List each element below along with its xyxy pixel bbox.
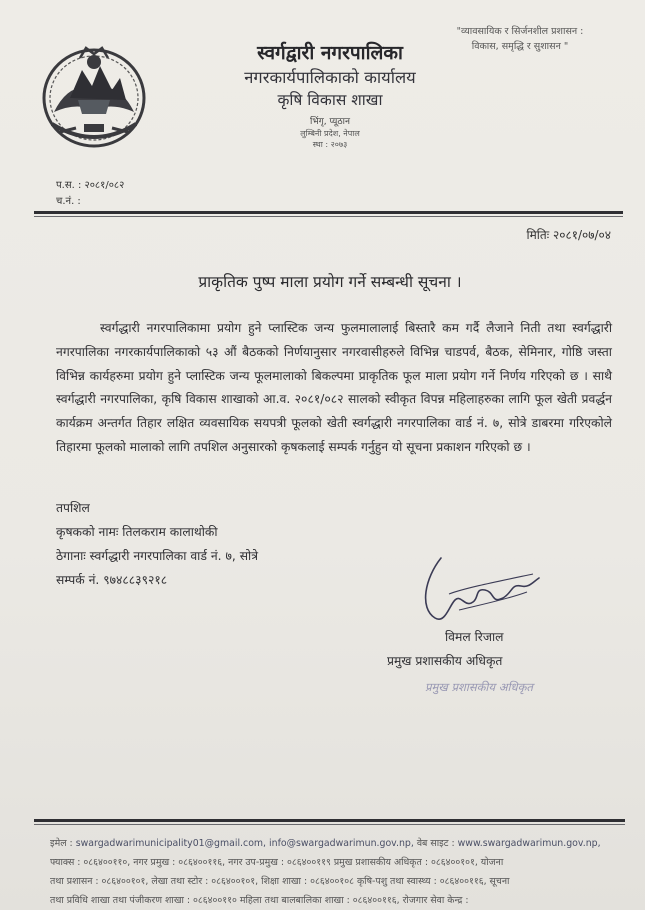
- official-stamp: प्रमुख प्रशासकीय अधिकृत: [425, 680, 533, 694]
- email-link-1[interactable]: swargadwarimunicipality01@gmail.com,: [75, 838, 267, 849]
- footer-divider: [34, 819, 625, 822]
- signatory-post: प्रमुख प्रशासकीय अधिकृत: [387, 654, 503, 668]
- signature-block: [385, 548, 585, 698]
- footer-divider-thin: [34, 824, 625, 825]
- email-label: इमेल :: [50, 838, 73, 849]
- signatory-name: विमल रिजाल: [445, 630, 504, 644]
- farmer-contact: सम्पर्क नं. ९७४८८३९२१८: [56, 573, 168, 587]
- email-link-2[interactable]: info@swargadwarimun.gov.np,: [269, 838, 414, 849]
- details-section: [56, 496, 258, 592]
- slogan-line-2: विकास, समृद्धि र सुशासन ": [471, 41, 569, 52]
- website-label: वेब साइट :: [416, 838, 455, 849]
- contact-footer: [50, 834, 625, 910]
- letterhead: [180, 40, 480, 150]
- website-link[interactable]: www.swargadwarimun.gov.np,: [457, 838, 601, 849]
- footer-line-3: तथा प्रशासन : ०८६४००१०१, लेखा तथा स्टोर : ०८६४००१०१, शिक्षा शाखा : ०८६४००१०८ कृषि-पशु तथा स्वास्थ्य : ०८६४००११६, सूचना: [50, 876, 510, 887]
- dispatch-number: च.नं. :: [56, 196, 81, 207]
- footer-line-2: फ्याक्स : ०८६४००११०, नगर प्रमुख : ०८६४००११६, नगर उप-प्रमुख : ०८६४००११९ प्रमुख प्रशासकीय अधिकृत : ०८६४००१०१, योजना: [50, 857, 504, 868]
- handwritten-signature: [415, 548, 555, 628]
- notice-body: स्वर्गद्धारी नगरपालिकामा प्रयोग हुने प्लास्टिक जन्य फुलमालालाई बिस्तारै कम गर्दै लैजाने निती तथा स्वर्गद्धारी नगरपालिका नगरकार्यपालिकाको ५३ औं बैठकको निर्णयानुसार नगरवासीहरुले विभिन्न चाडपर्व, बैठक, सेमिनार, गोष्ठि जस्ता विभिन्न कार्यहरुमा प्रयोग हुने प्लास्टिक जन्य फूलमालाको बिकल्पमा प्राकृतिक फूल माला प्रयोग गर्ने निर्णय गरिएको छ । साथै स्वर्गद्धारी नगरपालिका, कृषि विकास शाखाको आ.व. २०८१/०८२ सालको स्वीकृत विपन्न महिलाहरुका लागि फूल खेती प्रवर्द्धन कार्यक्रम अन्तर्गत तिहार लक्षित व्यवसायिक सयपत्री फूलको खेती स्वर्गद्धारी नगरपालिका वार्ड नं. ७, सोत्रे डाबरमा गरिएकोले तिहारमा फूलको मालाको लागि तपशिल अनुसारको कृषकलाई सम्पर्क गर्नुहुन यो सूचना प्रकाशन गरिएको छ ।: [56, 321, 612, 454]
- footer-line-4: तथा प्रविधि शाखा तथा पंजीकरण शाखा : ०८६४००११० महिला तथा बालबालिका शाखा : ०८६४००११६, रोजगार सेवा केन्द्र :: [50, 895, 469, 906]
- notice-date: मितिः २०८१/०७/०४: [526, 228, 611, 242]
- farmer-name: कृषकको नामः तिलकराम कालाथोकी: [56, 525, 218, 539]
- office-location: भिंगृ, प्यूठान: [310, 117, 350, 127]
- notice-title: प्राकृतिक पुष्प माला प्रयोग गर्ने सम्बन्धी सूचना ।: [198, 273, 462, 291]
- nepal-emblem-icon: [40, 40, 148, 152]
- header-divider: [34, 211, 623, 214]
- established-year: स्था : २०७३: [312, 140, 348, 149]
- branch-name: कृषि विकास शाखा: [277, 91, 383, 109]
- footer-line-1: [50, 834, 625, 853]
- header-divider-thin: [34, 216, 623, 217]
- letter-number: प.स. : २०८१/०८२: [56, 180, 125, 191]
- office-name: नगरकार्यपालिकाको कार्यालय: [244, 68, 416, 87]
- municipality-name: स्वर्गद्वारी नगरपालिका: [257, 42, 403, 64]
- farmer-address: ठेगानाः स्वर्गद्धारी नगरपालिका वार्ड नं. ७, सोत्रे: [56, 549, 258, 563]
- slogan-line-1: "व्यावसायिक र सिर्जनशील प्रशासन :: [456, 26, 584, 37]
- details-heading: तपशिल: [56, 501, 90, 515]
- reference-numbers: [56, 178, 124, 210]
- office-province: लुम्बिनी प्रदेश, नेपाल: [300, 129, 360, 138]
